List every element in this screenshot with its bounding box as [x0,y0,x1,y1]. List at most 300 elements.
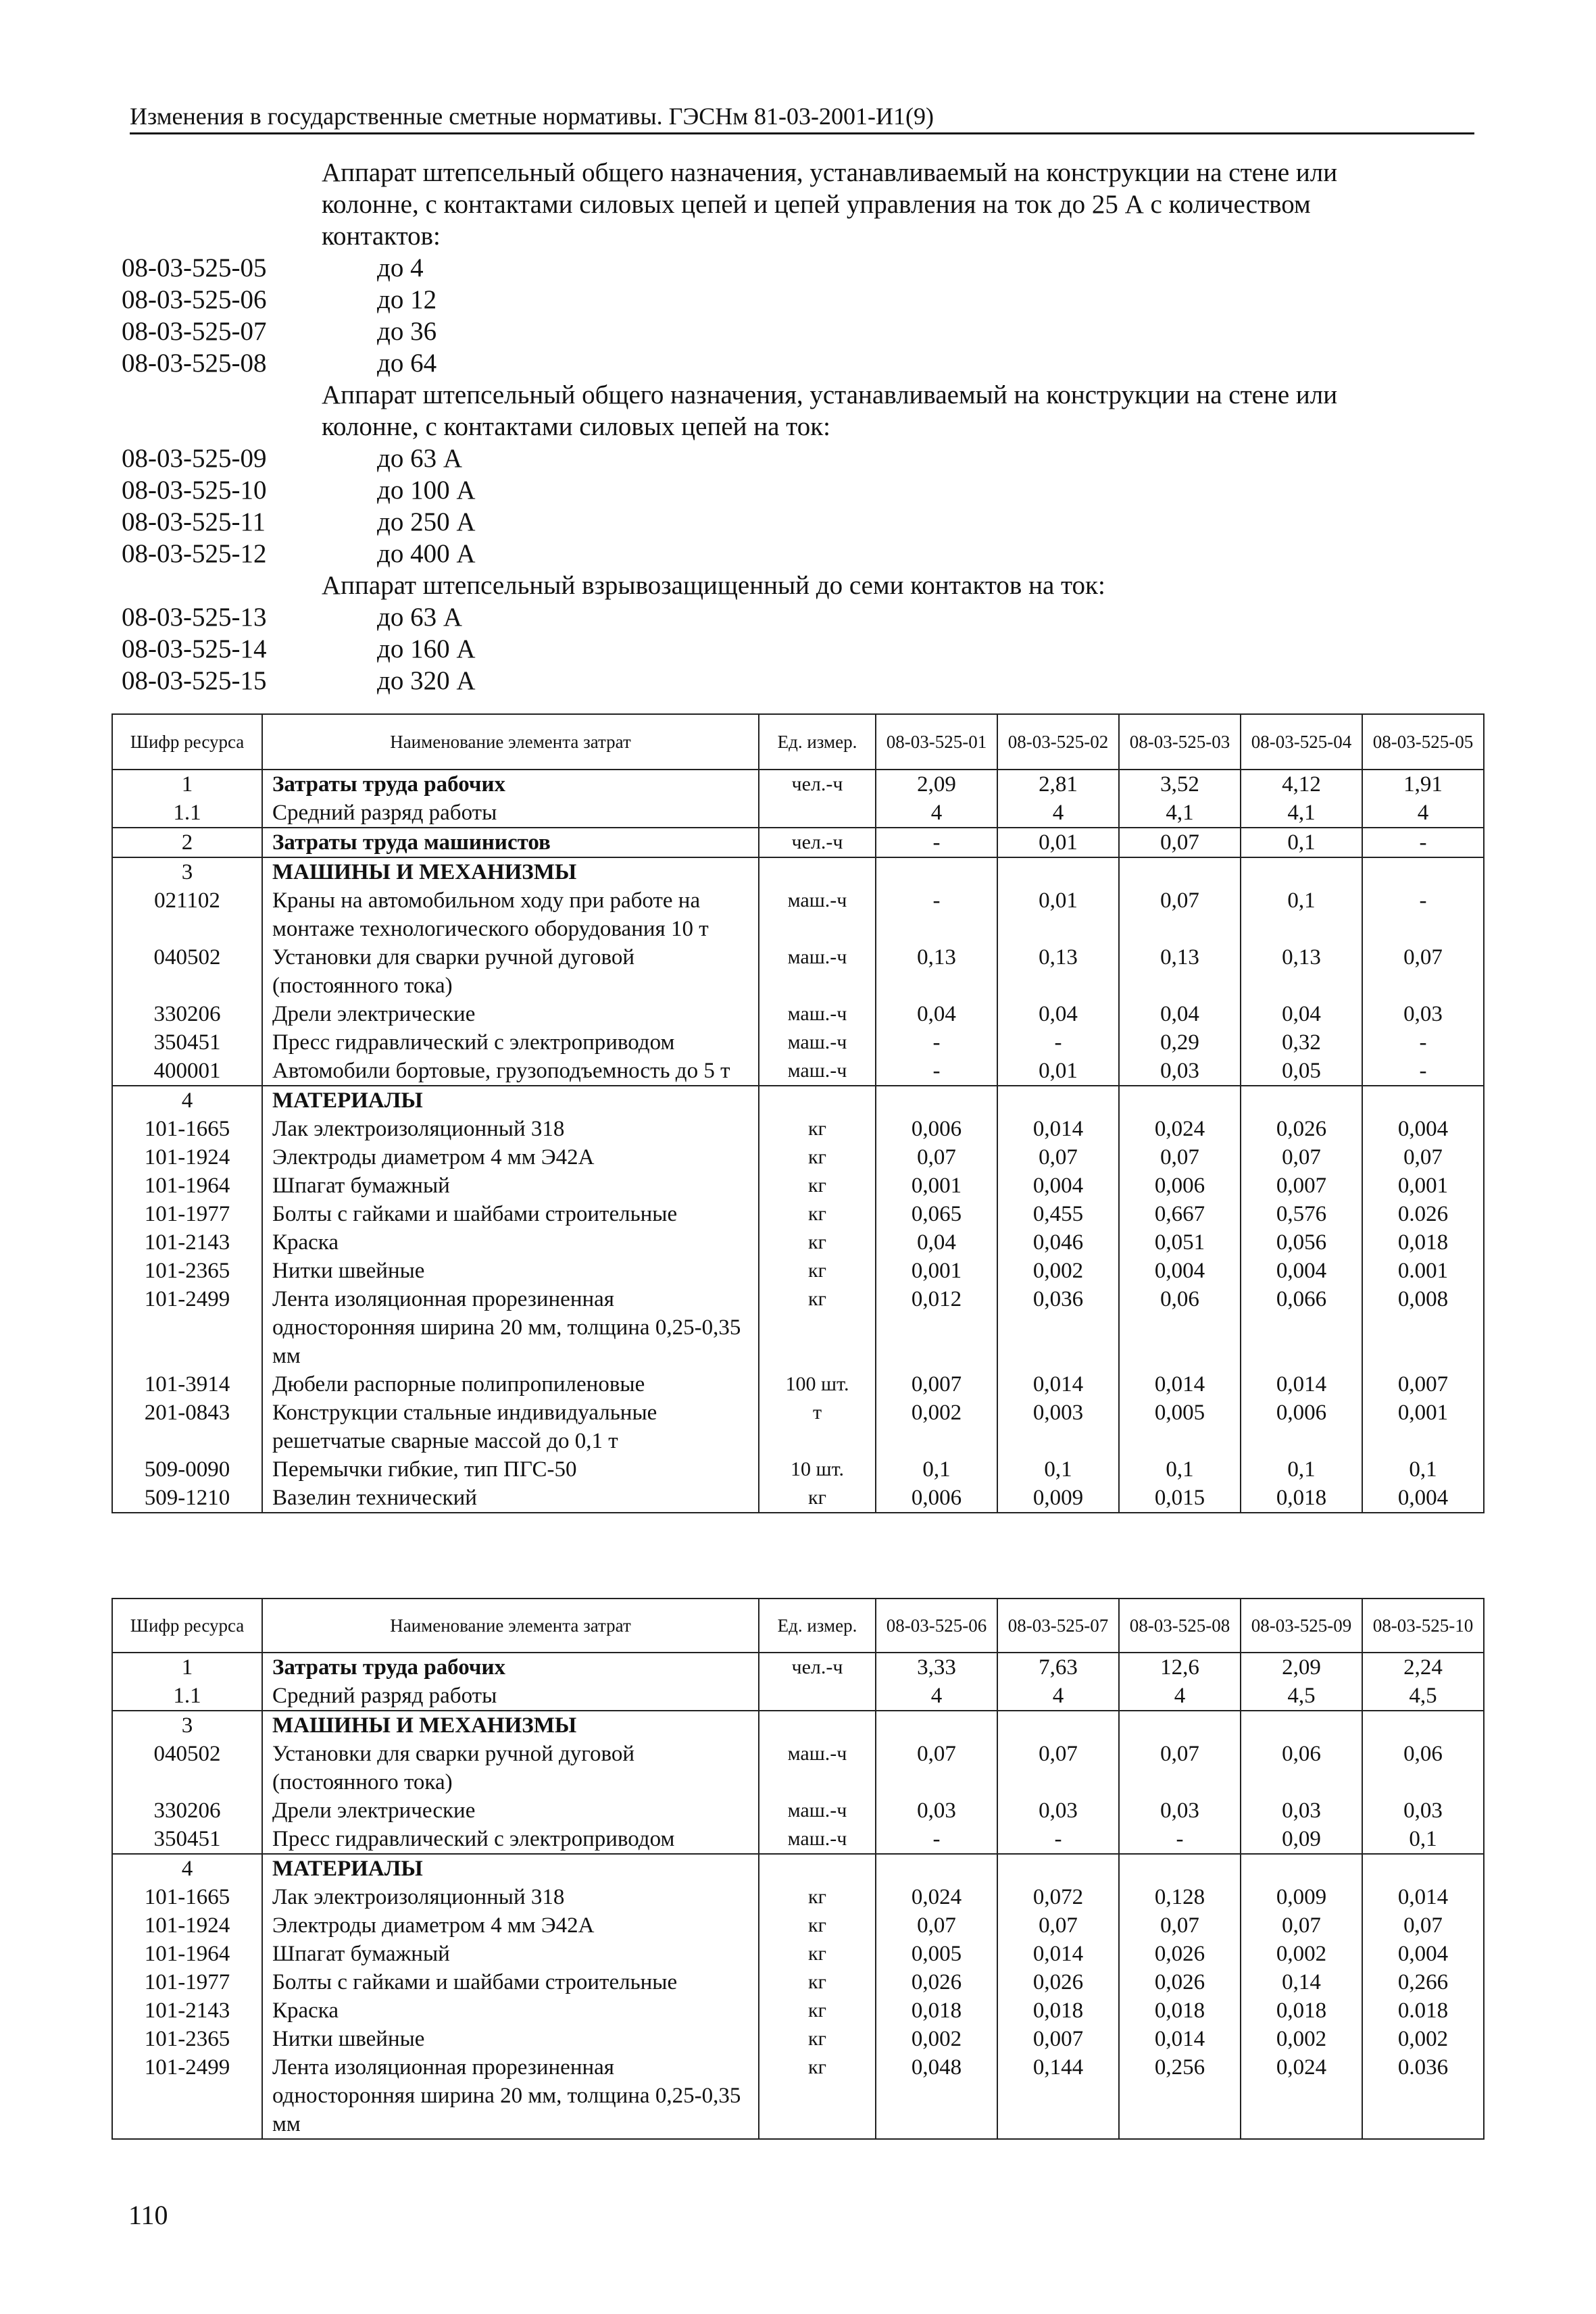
col-header-norm: 08-03-525-06 [876,1599,997,1653]
table-row [112,1399,1484,1455]
cell-unit: кг [759,1911,876,1940]
cell-name: Пресс гидравлический с электроприводом [262,1028,759,1057]
cell-value: 4,1 [1119,799,1241,828]
intro-item [122,665,1460,697]
cell-value [1119,1086,1241,1115]
cell-name: Электроды диаметром 4 мм Э42А [262,1143,759,1172]
cell-value: 2,24 [1362,1653,1484,1682]
cell-name: Краны на автомобильном ходу при работе на монтаже технологического оборудования 10 т [262,886,759,943]
cell-code: 101-1924 [112,1911,262,1940]
cell-unit: маш.-ч [759,1740,876,1796]
cell-name: Затраты труда рабочих [262,1653,759,1682]
cell-value: 0,001 [1362,1399,1484,1455]
cell-name: Лак электроизоляционный 318 [262,1883,759,1911]
cell-code: 1 [112,770,262,799]
norm-code: 08-03-525-14 [122,634,267,663]
cell-name: Установки для сварки ручной дуговой (постоянного тока) [262,943,759,1000]
table-row [112,1484,1484,1513]
cell-value: - [1119,1825,1241,1854]
cell-value: 0,04 [876,1228,997,1257]
cell-value [876,857,997,886]
cell-value: 0,004 [1362,1484,1484,1513]
cell-code: 1.1 [112,799,262,828]
cell-value: 0,07 [1241,1911,1362,1940]
cell-value: 0,13 [1119,943,1241,1000]
cell-unit [759,1682,876,1711]
cell-value: 0,07 [876,1143,997,1172]
cell-value: 0,07 [1119,1911,1241,1940]
cell-code: 350451 [112,1028,262,1057]
col-header-norm: 08-03-525-05 [1362,714,1484,770]
cell-name: Средний разряд работы [262,799,759,828]
cell-value: - [876,828,997,857]
cell-name: Лента изоляционная прорезиненная односторонняя ширина 20 мм, толщина 0,25-0,35 мм [262,2053,759,2139]
intro-item [122,633,1460,665]
table-row [112,1257,1484,1285]
cell-value: 0,04 [997,1000,1119,1028]
cell-value [1119,1854,1241,1883]
table-row [112,1285,1484,1370]
cell-name: Дрели электрические [262,1000,759,1028]
cell-name: Нитки швейные [262,1257,759,1285]
cell-unit [759,1086,876,1115]
cell-value: 0,1 [1241,886,1362,943]
resource-table-1 [111,713,1483,1513]
cell-value: 0.026 [1362,1200,1484,1228]
cell-value: 0,072 [997,1883,1119,1911]
cell-name: Шпагат бумажный [262,1940,759,1968]
cell-value [1241,1086,1362,1115]
cell-value: 0.001 [1362,1257,1484,1285]
cell-value: - [997,1028,1119,1057]
cell-unit: маш.-ч [759,1825,876,1854]
col-header-unit: Ед. измер. [759,714,876,770]
cell-value: 0,1 [1241,1455,1362,1484]
table-row [112,1028,1484,1057]
norm-value: до 400 А [377,539,476,568]
table-row [112,1000,1484,1028]
table-row [112,1796,1484,1825]
cell-value: 0,002 [1241,1940,1362,1968]
cell-name: МАШИНЫ И МЕХАНИЗМЫ [262,1711,759,1740]
intro-item [122,316,1460,347]
cell-value [1362,1086,1484,1115]
intro-item [122,474,1460,506]
cell-code: 101-1964 [112,1940,262,1968]
intro-description: колонне, с контактами силовых цепей на ток: [322,412,830,441]
cell-value: 0,008 [1362,1285,1484,1370]
cell-unit [759,1711,876,1740]
cell-value: 0,065 [876,1200,997,1228]
cell-value: 0,066 [1241,1285,1362,1370]
cell-unit: маш.-ч [759,1028,876,1057]
cell-unit: маш.-ч [759,943,876,1000]
cell-value: - [876,1825,997,1854]
table-row [112,1370,1484,1399]
cell-name: Затраты труда рабочих [262,770,759,799]
intro-description: контактов: [322,222,441,251]
cell-name: Дрели электрические [262,1796,759,1825]
cell-value: 4 [997,1682,1119,1711]
cell-value: 0,018 [1119,1996,1241,2025]
cell-unit: кг [759,1883,876,1911]
cell-value: 0,018 [997,1996,1119,2025]
cell-value [876,1711,997,1740]
cell-value [1362,1711,1484,1740]
cell-value: 0,14 [1241,1968,1362,1996]
cell-value: 0,018 [1241,1996,1362,2025]
cell-value: 0,001 [1362,1172,1484,1200]
cell-unit: кг [759,2053,876,2139]
norm-code: 08-03-525-13 [122,603,267,632]
cell-name: Конструкции стальные индивидуальные решетчатые сварные массой до 0,1 т [262,1399,759,1455]
cell-value: 0,004 [1362,1940,1484,1968]
cell-value: 0,04 [1241,1000,1362,1028]
cell-value: 4,5 [1241,1682,1362,1711]
cell-name: МАШИНЫ И МЕХАНИЗМЫ [262,857,759,886]
col-header-norm: 08-03-525-04 [1241,714,1362,770]
intro-item [122,284,1460,316]
cell-code: 330206 [112,1796,262,1825]
cell-unit: кг [759,2025,876,2053]
cell-value: 0,03 [876,1796,997,1825]
cell-value: 0,04 [876,1000,997,1028]
cell-value: 4 [997,799,1119,828]
cell-name: Дюбели распорные полипропиленовые [262,1370,759,1399]
cell-value: 0,1 [1362,1825,1484,1854]
cell-value: 0,07 [876,1911,997,1940]
norm-value: до 250 А [377,507,476,536]
cell-unit: чел.-ч [759,770,876,799]
norm-code: 08-03-525-09 [122,444,267,473]
cell-name: МАТЕРИАЛЫ [262,1086,759,1115]
norm-code: 08-03-525-08 [122,349,267,378]
cell-value: 0,007 [876,1370,997,1399]
cell-value: 0,002 [997,1257,1119,1285]
cell-value: 0,005 [1119,1399,1241,1455]
cell-name: Установки для сварки ручной дуговой (постоянного тока) [262,1740,759,1796]
page-header: Изменения в государственные сметные нормативы. ГЭСНм 81-03-2001-И1(9) [130,103,1474,134]
cell-value: 0,036 [997,1285,1119,1370]
cell-value: 0,06 [1241,1740,1362,1796]
cell-value: 0,1 [1241,828,1362,857]
cell-value [876,1086,997,1115]
cell-value: 0,014 [1241,1370,1362,1399]
cell-unit: маш.-ч [759,1796,876,1825]
cell-value: 0,002 [1241,2025,1362,2053]
cell-value: 0.018 [1362,1996,1484,2025]
table-row [112,1143,1484,1172]
cell-code: 040502 [112,1740,262,1796]
table-row [112,1200,1484,1228]
cell-unit: кг [759,1257,876,1285]
cell-name: Электроды диаметром 4 мм Э42А [262,1911,759,1940]
cell-value: - [1362,828,1484,857]
cell-name: Шпагат бумажный [262,1172,759,1200]
cell-value: 0,009 [997,1484,1119,1513]
table-row [112,1911,1484,1940]
cell-code: 101-2499 [112,1285,262,1370]
cell-name: Пресс гидравлический с электроприводом [262,1825,759,1854]
cell-value: 0,07 [997,1143,1119,1172]
cell-value: 4 [876,799,997,828]
cell-code: 400001 [112,1057,262,1086]
table-row [112,770,1484,799]
table-row [112,1740,1484,1796]
cell-value: 0,026 [876,1968,997,1996]
cell-value [876,1854,997,1883]
cell-value: 0,04 [1119,1000,1241,1028]
cell-value: 0,051 [1119,1228,1241,1257]
cell-value: 0,03 [997,1796,1119,1825]
cell-value: 12,6 [1119,1653,1241,1682]
col-header-norm: 08-03-525-01 [876,714,997,770]
cell-value: - [1362,886,1484,943]
norm-value: до 64 [377,349,437,378]
cell-value: - [1362,1057,1484,1086]
cell-value: 0,006 [876,1115,997,1143]
col-header-norm: 08-03-525-10 [1362,1599,1484,1653]
cell-unit: 100 шт. [759,1370,876,1399]
cell-value: 0,002 [876,2025,997,2053]
cell-code: 101-1964 [112,1172,262,1200]
table-row [112,799,1484,828]
intro-description: Аппарат штепсельный общего назначения, устанавливаемый на конструкции на стене или [322,158,1338,187]
cell-name: Лак электроизоляционный 318 [262,1115,759,1143]
col-header-norm: 08-03-525-02 [997,714,1119,770]
cell-value: 0,026 [997,1968,1119,1996]
intro-item [122,538,1460,570]
cell-code: 101-3914 [112,1370,262,1399]
norm-code: 08-03-525-05 [122,253,267,282]
norm-value: до 100 А [377,476,476,505]
col-header-name: Наименование элемента затрат [262,1599,759,1653]
cell-value: 0,004 [1119,1257,1241,1285]
cell-value: 0,024 [1119,1115,1241,1143]
cell-value: 0,07 [1119,828,1241,857]
cell-value: 2,81 [997,770,1119,799]
table-row [112,828,1484,857]
cell-name: Лента изоляционная прорезиненная односторонняя ширина 20 мм, толщина 0,25-0,35 мм [262,1285,759,1370]
norm-code: 08-03-525-12 [122,539,267,568]
cell-code: 101-2365 [112,1257,262,1285]
resource-table-2 [111,1598,1483,2140]
cell-value: 0,001 [876,1257,997,1285]
cell-value: 0,007 [1241,1172,1362,1200]
cell-value: 0,07 [997,1911,1119,1940]
cell-value: 0,07 [1119,886,1241,943]
intro-item [122,443,1460,474]
cell-value: 0,07 [997,1740,1119,1796]
norm-value: до 320 А [377,666,476,695]
cell-value: 0,1 [1362,1455,1484,1484]
cell-value [1241,1711,1362,1740]
cell-value: 0,455 [997,1200,1119,1228]
cell-value: 0,014 [1362,1883,1484,1911]
cell-value: 0,026 [1241,1115,1362,1143]
cell-value [1119,1711,1241,1740]
cell-value: 4 [1362,799,1484,828]
cell-value: - [1362,1028,1484,1057]
cell-value: 0,014 [1119,2025,1241,2053]
cell-value [1241,857,1362,886]
norm-value: до 63 А [377,444,463,473]
cell-name: Средний разряд работы [262,1682,759,1711]
table-row [112,1996,1484,2025]
norm-code: 08-03-525-10 [122,476,267,505]
intro-item [122,347,1460,379]
cell-value: - [876,1057,997,1086]
cell-value: 0,03 [1362,1796,1484,1825]
norm-value: до 4 [377,253,424,282]
table-row [112,1854,1484,1883]
cell-value: 0,026 [1119,1940,1241,1968]
table-row [112,1172,1484,1200]
cell-value: 0,01 [997,828,1119,857]
cell-value: 0,667 [1119,1200,1241,1228]
cell-value: 0,13 [997,943,1119,1000]
cell-code: 101-1665 [112,1883,262,1911]
norm-code: 08-03-525-15 [122,666,267,695]
intro-description: Аппарат штепсельный общего назначения, устанавливаемый на конструкции на стене или [322,380,1338,409]
cell-value: 0,03 [1119,1057,1241,1086]
cell-value: 0,048 [876,2053,997,2139]
page-number: 110 [128,2200,168,2230]
cell-code: 101-1924 [112,1143,262,1172]
intro-item [122,506,1460,538]
table-row [112,1057,1484,1086]
cell-value: 0,024 [876,1883,997,1911]
cell-value: 0,13 [876,943,997,1000]
norm-code: 08-03-525-06 [122,285,267,314]
cell-value: 0,007 [1362,1370,1484,1399]
cell-value: 3,52 [1119,770,1241,799]
intro-list [122,157,1460,697]
cell-code: 101-1665 [112,1115,262,1143]
norm-value: до 63 А [377,603,463,632]
cell-name: Краска [262,1228,759,1257]
col-header-name: Наименование элемента затрат [262,714,759,770]
cell-value: 0,018 [1241,1484,1362,1513]
cell-value: - [876,1028,997,1057]
cell-unit: кг [759,1200,876,1228]
cell-code: 201-0843 [112,1399,262,1455]
cell-value: 0,007 [997,2025,1119,2053]
cell-code: 101-1977 [112,1200,262,1228]
table-row [112,1968,1484,1996]
cell-value: 0,07 [1119,1740,1241,1796]
cell-value: 0,004 [1241,1257,1362,1285]
cell-name: Болты с гайками и шайбами строительные [262,1200,759,1228]
cell-name: Вазелин технический [262,1484,759,1513]
cell-value: 0,144 [997,2053,1119,2139]
cell-code: 101-2143 [112,1996,262,2025]
cell-code: 040502 [112,943,262,1000]
cell-value: 4 [1119,1682,1241,1711]
cell-value: 0,07 [1362,1911,1484,1940]
table-row [112,1115,1484,1143]
cell-value: 2,09 [876,770,997,799]
norm-code: 08-03-525-07 [122,317,267,346]
cell-code: 509-0090 [112,1455,262,1484]
cell-unit [759,857,876,886]
cell-value: 0,03 [1362,1000,1484,1028]
cell-code: 101-1977 [112,1968,262,1996]
table-row [112,2025,1484,2053]
cell-value: 0.036 [1362,2053,1484,2139]
cell-name: Нитки швейные [262,2025,759,2053]
cell-unit: маш.-ч [759,886,876,943]
cell-value: 1,91 [1362,770,1484,799]
col-header-norm: 08-03-525-09 [1241,1599,1362,1653]
cell-value [997,857,1119,886]
cell-code: 1.1 [112,1682,262,1711]
cell-value: 7,63 [997,1653,1119,1682]
norm-value: до 36 [377,317,437,346]
cell-value: 0,014 [1119,1370,1241,1399]
cell-value: 4,12 [1241,770,1362,799]
intro-description: Аппарат штепсельный взрывозащищенный до семи контактов на ток: [322,571,1105,600]
cell-value: 3,33 [876,1653,997,1682]
table-row [112,886,1484,943]
cell-value: 0,024 [1241,2053,1362,2139]
cell-value: 0,07 [1241,1143,1362,1172]
cell-unit: кг [759,1968,876,1996]
table-row [112,1086,1484,1115]
cell-name: Затраты труда машинистов [262,828,759,857]
cell-name: Болты с гайками и шайбами строительные [262,1968,759,1996]
cell-value: 0,05 [1241,1057,1362,1086]
cell-code: 101-2499 [112,2053,262,2139]
table-row [112,1228,1484,1257]
table-row [112,943,1484,1000]
cell-value: 0,256 [1119,2053,1241,2139]
cell-value: - [997,1825,1119,1854]
cell-unit: кг [759,1228,876,1257]
table-row [112,1825,1484,1854]
cell-value [1119,857,1241,886]
cell-value: 4,1 [1241,799,1362,828]
norm-value: до 12 [377,285,437,314]
cell-value: 0,015 [1119,1484,1241,1513]
cell-code: 3 [112,1711,262,1740]
cell-value: 0,004 [997,1172,1119,1200]
cell-code: 021102 [112,886,262,943]
cell-value: 0,018 [1362,1228,1484,1257]
cell-unit [759,799,876,828]
cell-value: 0,06 [1119,1285,1241,1370]
cell-value: 0,266 [1362,1968,1484,1996]
intro-description: колонне, с контактами силовых цепей и цепей управления на ток до 25 А с количеством [322,190,1311,219]
col-header-norm: 08-03-525-08 [1119,1599,1241,1653]
cell-value: 0,012 [876,1285,997,1370]
cell-value: 0,03 [1119,1796,1241,1825]
cell-name: Автомобили бортовые, грузоподъемность до 5 т [262,1057,759,1086]
cell-value: 0,001 [876,1172,997,1200]
cell-unit: т [759,1399,876,1455]
cell-value: 0,07 [1119,1143,1241,1172]
cell-value: 0,014 [997,1115,1119,1143]
cell-value: 0,006 [876,1484,997,1513]
cell-name: МАТЕРИАЛЫ [262,1854,759,1883]
cell-value [1362,857,1484,886]
norm-code: 08-03-525-11 [122,507,266,536]
cell-unit: маш.-ч [759,1057,876,1086]
cell-unit: маш.-ч [759,1000,876,1028]
col-header-code: Шифр ресурса [112,714,262,770]
cell-value: 0,03 [1241,1796,1362,1825]
cell-value: 0,1 [1119,1455,1241,1484]
